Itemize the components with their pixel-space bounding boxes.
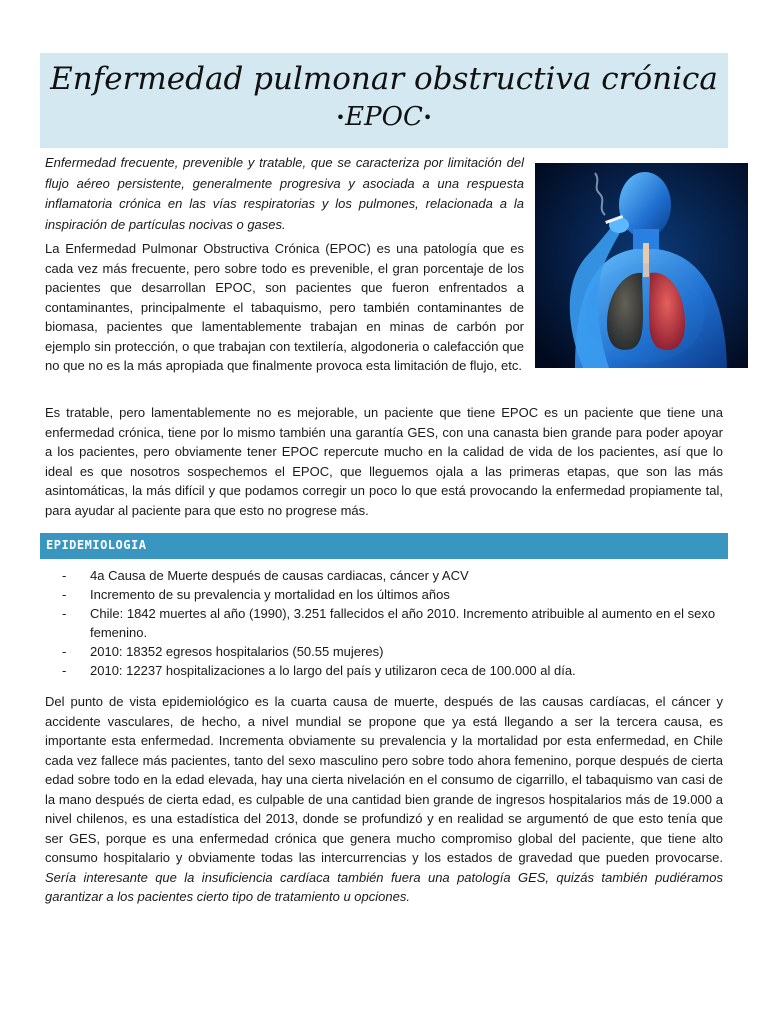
list-item xyxy=(45,604,728,642)
section-header-epidemiologia xyxy=(40,533,728,559)
document-title: Enfermedad pulmonar obstructiva crónica xyxy=(50,61,718,97)
subtitle-text: EPOC xyxy=(345,102,423,132)
body-paragraph-2: Es tratable, pero lamentablemente no es mejorable, un paciente que tiene EPOC es un paciente que tiene una enfermedad crónica, tiene por lo mismo también una garantía GES, con una canasta bien grande para poder apoyar a los pacientes, pero obviamente tener EPOC repercute mucho en la calidad de vida de los pacientes, así que lo ideal es que nosotros sospechemos el EPOC, que lleguemos ojala a las primeras etapas, que son las más asintomáticas, la más difícil y que podamos corregir un poco lo que está provocando la enfermedad propiamente tal, para ayudar al paciente para que esto no progrese más. xyxy=(45,405,723,518)
bullet-dash-icon: - xyxy=(62,663,67,678)
flourish-right-icon: • xyxy=(422,108,433,127)
list-item-text: 4a Causa de Muerte después de causas cardiacas, cáncer y ACV xyxy=(90,568,469,583)
list-item-text: 2010: 18352 egresos hospitalarios (50.55 mujeres) xyxy=(90,644,384,659)
list-item-text: Incremento de su prevalencia y mortalidad en los últimos años xyxy=(90,587,450,602)
definition-paragraph: Enfermedad frecuente, prevenible y tratable, que se caracteriza por limitación del flujo aéreo persistente, generalmente progresiva y asociada a una respuesta inflamatoria crónica en las vías respiratorias y los pulmones, relacionada a la inspiración de partículas nocivas o gases. xyxy=(45,155,524,232)
bullet-dash-icon: - xyxy=(62,644,67,659)
title-banner xyxy=(40,53,728,148)
paragraph-text: Del punto de vista epidemiológico es la cuarta causa de muerte, después de las causas cardíacas, el cáncer y accidente vasculares, de hecho, a nivel mundial se propone que ya está llegando a ser la tercera causa, es importante esta enfermedad. Incrementa obviamente su prevalencia y la mortalidad por esta enfermedad, en Chile cada vez fallece más pacientes, tanto del sexo masculino pero sobre todo ahora femenino, porque después de cierta edad sobre todo en la edad elevada, hay una cierta nivelación en el consumo de cigarrillo, el tabaquismo van casi de la mano después de cierta edad, es culpable de una cantidad bien grande de ingresos hospitalarios más de 19.000 a nivel chilenos, es una estadística del 2013, donde se profundizó y en realidad se argumentó de que esto tenía que ser GES, porque es una enfermedad crónica que genera mucho compromiso global del paciente, que tiene alto consumo hospitalario y obviamente todas las intercurrencias y los estados de gravedad que pueden provocarse. xyxy=(45,694,723,865)
section-title: EPIDEMIOLOGIA xyxy=(46,538,147,552)
list-item xyxy=(45,661,728,680)
list-item-text: 2010: 12237 hospitalizaciones a lo largo del país y utilizaron ceca de 100.000 al día. xyxy=(90,663,576,678)
list-item xyxy=(45,585,728,604)
flourish-left-icon: • xyxy=(335,108,346,127)
bullet-dash-icon: - xyxy=(62,587,67,602)
list-item-text: Chile: 1842 muertes al año (1990), 3.251 fallecidos el año 2010. Incremento atribuible al aumento en el sexo femenino. xyxy=(90,606,716,640)
lungs-illustration xyxy=(535,163,748,368)
list-item xyxy=(45,566,728,585)
paragraph-italic-remark: Sería interesante que la insuficiencia cardíaca también fuera una patología GES, quizás también pudiéramos garantizar a los pacientes cierto tipo de tratamiento u opciones. xyxy=(45,869,723,904)
list-item xyxy=(45,642,728,661)
body-paragraph-1: La Enfermedad Pulmonar Obstructiva Crónica (EPOC) es una patología que es cada vez más frecuente, pero sobre todo es prevenible, el gran porcentaje de los pacientes que desarrollan EPOC, son pacientes que fueron enfrentados a contaminantes, principalmente el tabaquismo, pero también contaminantes de biomasa, pacientes que lamentablemente trabajan en minas de carbón por ejemplo sin protección, o que trabajan con textilería, algodoneria o calefacción que no que no es la más apropiada que finalmente provoca esta limitación de flujo, etc. xyxy=(45,241,524,373)
document-subtitle xyxy=(40,99,728,136)
smoker-lungs-image xyxy=(535,163,748,368)
body-paragraph-3 xyxy=(45,692,723,907)
bullet-dash-icon: - xyxy=(62,568,67,583)
bullet-dash-icon: - xyxy=(62,606,67,621)
epidemiology-list xyxy=(45,566,728,680)
